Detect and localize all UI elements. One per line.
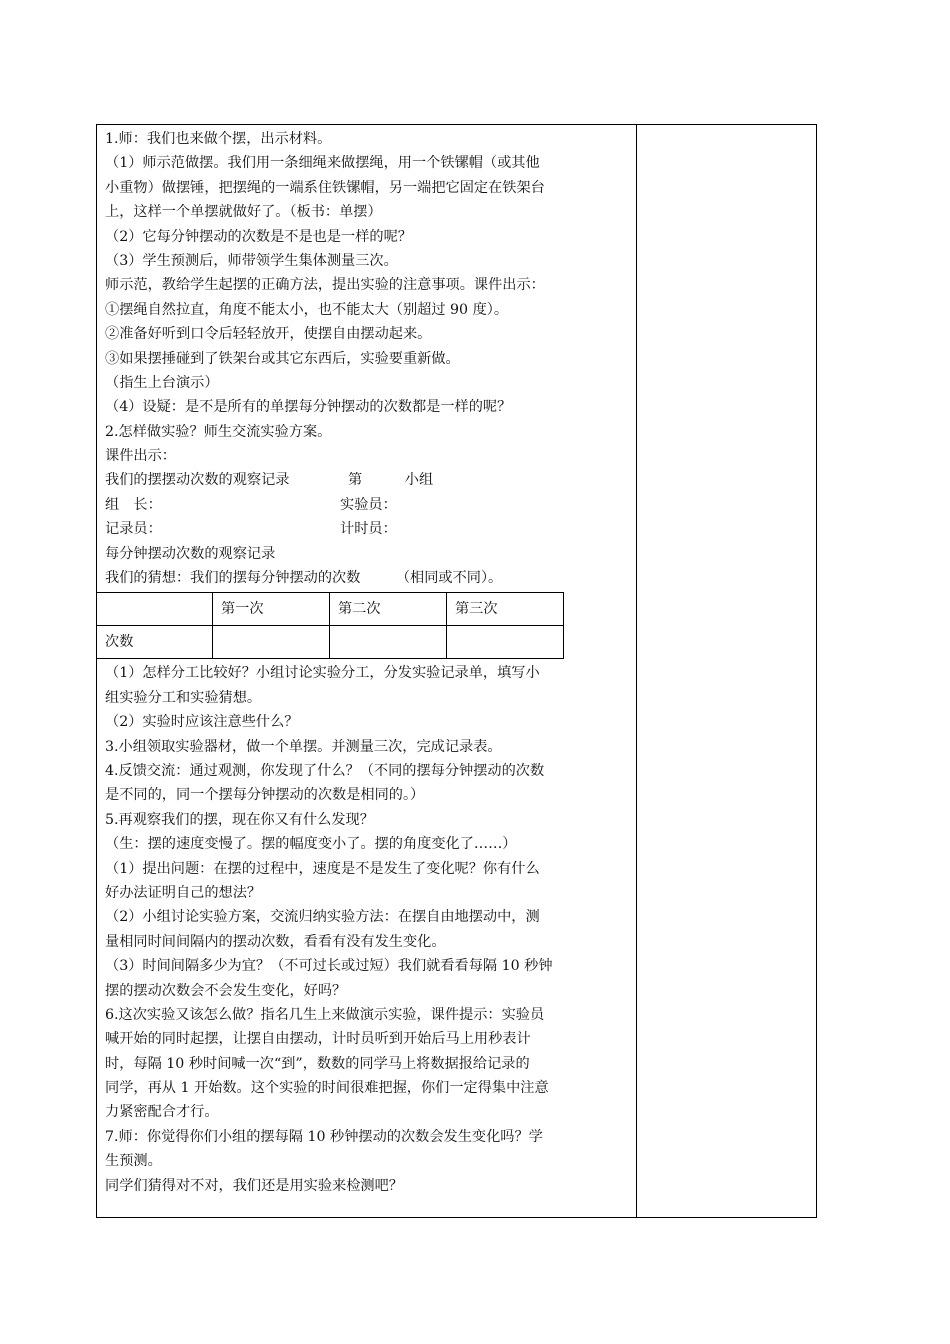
text-line: ②准备好听到口令后轻轻放开，使摆自由摆动起来。 [105, 326, 432, 343]
record-table-header-3: 第三次 [446, 593, 563, 626]
text-line: 2.怎样做实验？师生交流实验方案。 [105, 423, 332, 440]
record-table-cell [329, 626, 446, 659]
sheet-title: 每分钟摆动次数的观察记录 [105, 545, 276, 562]
record-table [96, 592, 564, 659]
form-title: 我们的摆摆动次数的观察记录 [105, 472, 290, 489]
record-table-row-label: 次数 [97, 626, 213, 659]
text-line: 时，每隔 10 秒时间喊一次“到”，数数的同学马上将数据报给记录的 [105, 1055, 530, 1072]
record-table-header-1: 第一次 [212, 593, 329, 626]
text-line: 量相同时间间隔内的摆动次数，看看有没有发生变化。 [105, 933, 446, 950]
record-table-header-2: 第二次 [329, 593, 446, 626]
text-line: （2）小组讨论实验方案，交流归纳实验方法：在摆自由地摆动中，测 [105, 909, 540, 926]
text-line: 生预测。 [105, 1153, 162, 1170]
record-table-cell [446, 626, 563, 659]
form-title-row [105, 468, 633, 492]
text-line: 1.师：我们也来做个摆，出示材料。 [105, 131, 332, 147]
form-roles-row-1 [105, 493, 633, 517]
timer-label: 计时员： [340, 521, 397, 538]
leader-label: 组 长： [105, 496, 162, 513]
text-line: 3.小组领取实验器材，做一个单摆。并测量三次，完成记录表。 [105, 738, 502, 755]
record-table-cell [212, 626, 329, 659]
text-line: ①摆绳自然拉直，角度不能太小，也不能太大（别超过 90 度）。 [105, 301, 509, 318]
text-line: （1）怎样分工比较好？小组讨论实验分工，分发实验记录单，填写小 [105, 665, 540, 682]
text-line: 组实验分工和实验猜想。 [105, 689, 262, 706]
text-line: 力紧密配合才行。 [105, 1104, 219, 1121]
text-line: 4.反馈交流：通过观测，你发现了什么？（不同的摆每分钟摆动的次数 [105, 762, 545, 779]
text-line: （1）师示范做摆。我们用一条细绳来做摆绳，用一个铁镙帽（或其他 [105, 155, 540, 172]
lesson-steps-bottom [105, 661, 633, 1198]
record-table-row [97, 626, 564, 659]
text-line: 课件出示： [105, 448, 176, 465]
record-table-header-row [97, 593, 564, 626]
column-divider [636, 124, 637, 1218]
text-line: 5.再观察我们的摆，现在你又有什么发现？ [105, 811, 374, 828]
text-line: 喊开始的同时起摆，让摆自由摆动，计时员听到开始后马上用秒表计 [105, 1031, 531, 1048]
form-group-label: 第 小组 [348, 472, 434, 489]
text-line: （3）时间间隔多少为宜？（不可过长或过短）我们就看看每隔 10 秒钟 [105, 958, 553, 975]
text-line: 师示范，教给学生起摆的正确方法，提出实验的注意事项。课件出示： [105, 277, 545, 294]
text-line: 上，这样一个单摆就做好了。（板书：单摆） [105, 204, 382, 221]
record-table-corner [97, 593, 213, 626]
text-line: 好办法证明自己的想法？ [105, 884, 262, 901]
guess-line: 我们的猜想：我们的摆每分钟摆动的次数 （相同或不同）。 [105, 570, 503, 587]
text-line: 是不同的，同一个摆每分钟摆动的次数是相同的。） [105, 787, 425, 804]
text-line: 6.这次实验又该怎么做？指名几生上来做演示实验，课件提示：实验员 [105, 1006, 545, 1023]
text-line: （3）学生预测后，师带领学生集体测量三次。 [105, 252, 398, 269]
text-line: 同学们猜得对不对，我们还是用实验来检测吧？ [105, 1177, 403, 1194]
text-line: （2）实验时应该注意些什么？ [105, 714, 299, 731]
text-line: （指生上台演示） [105, 374, 219, 391]
text-line: ③如果摆捶碰到了铁架台或其它东西后，实验要重新做。 [105, 350, 460, 367]
text-line: 7.师：你觉得你们小组的摆每隔 10 秒钟摆动的次数会发生变化吗？学 [105, 1128, 543, 1145]
recorder-label: 记录员： [105, 521, 162, 538]
text-line: 摆的摆动次数会不会发生变化，好吗？ [105, 982, 347, 999]
lesson-content [105, 127, 633, 1198]
text-line: 小重物）做摆锤，把摆绳的一端系住铁镙帽，另一端把它固定在铁架台 [105, 179, 545, 196]
experimenter-label: 实验员： [340, 496, 397, 513]
text-line: （4）设疑：是不是所有的单摆每分钟摆动的次数都是一样的呢？ [105, 399, 512, 416]
lesson-steps-top [105, 127, 633, 468]
text-line: （2）它每分钟摆动的次数是不是也是一样的呢？ [105, 228, 412, 245]
form-roles-row-2 [105, 517, 633, 541]
text-line: （生：摆的速度变慢了。摆的幅度变小了。摆的角度变化了……） [105, 836, 517, 853]
text-line: 同学，再从 1 开始数。这个实验的时间很难把握，你们一定得集中注意 [105, 1080, 549, 1097]
text-line: （1）提出问题：在摆的过程中，速度是不是发生了变化呢？你有什么 [105, 860, 540, 877]
